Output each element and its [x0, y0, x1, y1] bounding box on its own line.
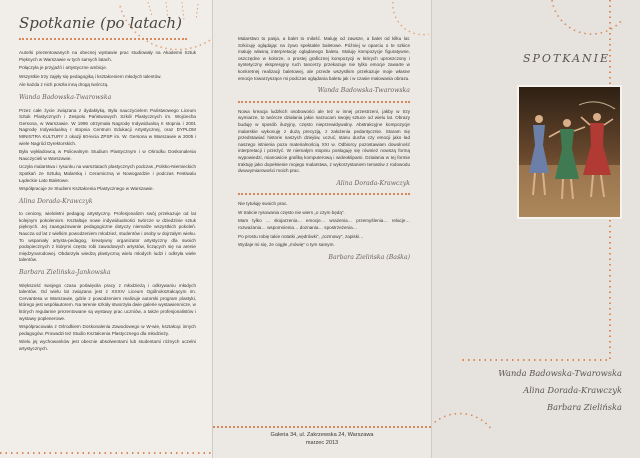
- section-divider: [238, 193, 410, 195]
- artist-name: Barbara Zielińska: [546, 402, 622, 412]
- decorative-corner-dots: [0, 405, 212, 458]
- title-divider: [19, 38, 187, 40]
- bio-para: Współpracowała z Ośrodkiem Doskonalenia Zawodowego w W-wie, kształcąc innych pedagogów. Prowadzi też Studio Kształcenia Plastycznego dla młodzieży.: [19, 324, 196, 336]
- intro-para: Autorki prezentowanych na obecnej wystawie prac studiowały na Akademii Sztuk Pięknych w Warszawie w tych samych latach.: [19, 50, 196, 62]
- bio-para: Większość swojego czasu poświęciła pracy z młodzieżą i odkrywaniu młodych talentów. Od wielu lat związana jest z XXXIV Liceum Ogólnokształcącym im. Cervantesa w Warszawie, gdzie z powodzeniem realizuje autorski program plastyki, którego jest współautorem. Na terenie szkoły stworzyła dwie galerie wystawiennicze, w których regularnie prezentowane są wystawy prac uczniów, a także profesjonalistów i wystawy poplenerowe.: [19, 282, 196, 321]
- exhibition-date: marzec 2013: [305, 440, 339, 446]
- intro-para: Połączyła je przyjaźń i artystyczne ambicje.: [19, 65, 108, 71]
- bio-para: to ceniony, wieloletni pedagog artystyczny. Profesjonalizm swój przekazuje od lat kolejnym pokoleniom. Kształtuje nowe indywidualności twórcze w dziedzinie sztuk pięknych. Jej zaangażowanie pedagogiczne dotyczy niemalże wszystkich pokoleń. Naucza od lat z wielkim powodzeniem młodzież, studentów i osoby w dojrzałym wieku. To wspaniały artysta-pedagog, kreatywny organizator artystyczny dla swoich podopiecznych z którymi często robi zawodowych artystów, liczących się na arenie międzynarodowej. Obdarzyła wiedzą plastyczną wielu młodych ludzi i odkryła wiele talentów.: [19, 211, 196, 263]
- bio-author-name: Alina Dorada-Krawczyk: [19, 197, 93, 205]
- statement-para: W trakcie rysowania często nie wiem „o czym będą”.: [238, 209, 345, 215]
- gallery-footer: [213, 431, 431, 447]
- left-text-column: [19, 50, 196, 355]
- artist-name: Alina Dorada-Krawczyk: [523, 385, 622, 395]
- bio-para: Współpracuje ze Studiem Kształcenia Plastycznego w Warszawie.: [19, 186, 154, 192]
- ballet-dancers-painting: [517, 85, 622, 219]
- bio-para: Uczyła malarstwa i rysunku na warsztatach plastycznych podczas „Polsko-Niemieckich Spotkań ze Sztuką Malarską i Ceramiczną w Nowogardzie i podczas Festiwalu Łądeckie Lato Baletowe.: [19, 164, 196, 183]
- decorative-arc: [333, 0, 431, 40]
- statement-para: Malarstwo to pasja, a balet to miłość. Maluję od zawsze, a balet od kilku lat. Szkicuję oglądając na żywo spektakle baletowe. Później w oparciu o te szkice maluję własną interpretację oglądanego baletu. Maluję kompozycje figuratywne, oszczędne w kolorze, o prostej graficznej kompozycji w których uproszczony i syntetyczny ekspresyjny ruch tancerzy przekazuje nie tylko emocje zawarte w konkretnej realizacji baletowej, ale przede wszystkim przekazuje moje własne emocje towarzyszące mi podczas oglądania baletu jak i w czasie malowania obrazu.: [238, 36, 410, 81]
- bio-author-name: Wanda Badowska-Twarowska: [19, 93, 112, 101]
- page-title: Spotkanie (po latach): [19, 14, 182, 32]
- gallery-address: Galeria 34, ul. Zakrzewska 24, Warszawa: [270, 432, 374, 438]
- bio-para: Była wykładowcą w Policealnym Studium Plastycznym i w Ośrodku Doskonalenia Nauczycieli w Warszawie.: [19, 149, 196, 161]
- section-divider: [238, 101, 410, 103]
- statement-para: Nowa kreacja ludzkich osobowości ale też w innej przestrzeni, jakby w trzy wymiarze, to twórcze działania jakie narzucam swojej sztuce od wielu lat. Obrazy buduję w sposób iluzyjny, często nieprzewidywalny. Abstrakcyjne kompozycje malarskie wykonuję z dużą precyzją, z założenia pedantycznie. Staram się przedstawiać historie naszych dziejów, uczuć, stanu ducha czy emocji jako ład naszego istnienia poza materialnością XXI w. Odbiorcy pozostawiam dowolność interpretacji i przeżyć. W niemałym stopniu posługuję się również nowszą formą wypowiedzi, mianowicie grafiką komputerową i wideoklipami. Działania w tej formie traktuję jako dopełnienie mojego malarstwa, z wykorzystaniem tematów z rodowodu dwuwymiarowości moich prac.: [238, 108, 410, 174]
- footer-divider: [213, 426, 431, 428]
- artist-name: Wanda Badowska-Twarowska: [498, 368, 622, 378]
- statement-author: Barbara Zielińska (Baśka): [328, 253, 410, 261]
- middle-text-column: [238, 36, 410, 267]
- painting-image: [519, 87, 620, 217]
- intro-para: Ale każda z nich poszła inną drogą twórczą.: [19, 82, 109, 88]
- statement-para: Wydaje mi się, że ciągle „mówię” o tym samym.: [238, 242, 335, 248]
- statement-author: Wanda Badowska-Twarowska: [317, 87, 410, 95]
- intro-para: Wszystkie trzy zajęły się pedagogiką i kształceniem młodych talentów.: [19, 73, 162, 79]
- cover-title: SPOTKANIE: [523, 52, 611, 65]
- artist-names: [470, 368, 622, 419]
- statement-para: Nie tytułuję swoich prac.: [238, 201, 288, 207]
- statement-para: Mam tylko … skojarzenia… emocje… wrażenia… przemyślenia… relacje… rozważania… wspomnienia… doznania… spostrzeżenia…: [238, 218, 410, 231]
- statement-para: Po prostu robię takie notatki „wędrówki”, „rozmowy”, zapiski…: [238, 233, 364, 239]
- statement-author: Alina Dorada-Krawczyk: [336, 179, 410, 187]
- bio-para: Przez całe życie związana z dydaktyką. Była nauczycielem Państwowego Liceum Sztuk Plastycznych i Zespołu Państwowych Szkół Plastycznych im. Wojciecha Gersona, w Warszawie. W 1996 otrzymała Nagrodę Indywidualną II stopnia i 2001 Nagrodę Indywidualną I stopnia Centrum Edukacji Artystycznej, oraz DYPLOM MINISTRA KULTURY z okazji 60-lecia ZPSP im. W. Gersona w Warszawie w 2005 i wiele Nagród Dyrektorskich.: [19, 107, 196, 146]
- bio-para: Wielu jej wychowanków jest obecnie absolwentami lub studentami różnych uczelni artystycznych.: [19, 339, 196, 351]
- bio-author-name: Barbara Zielińska-Jankowska: [19, 269, 111, 277]
